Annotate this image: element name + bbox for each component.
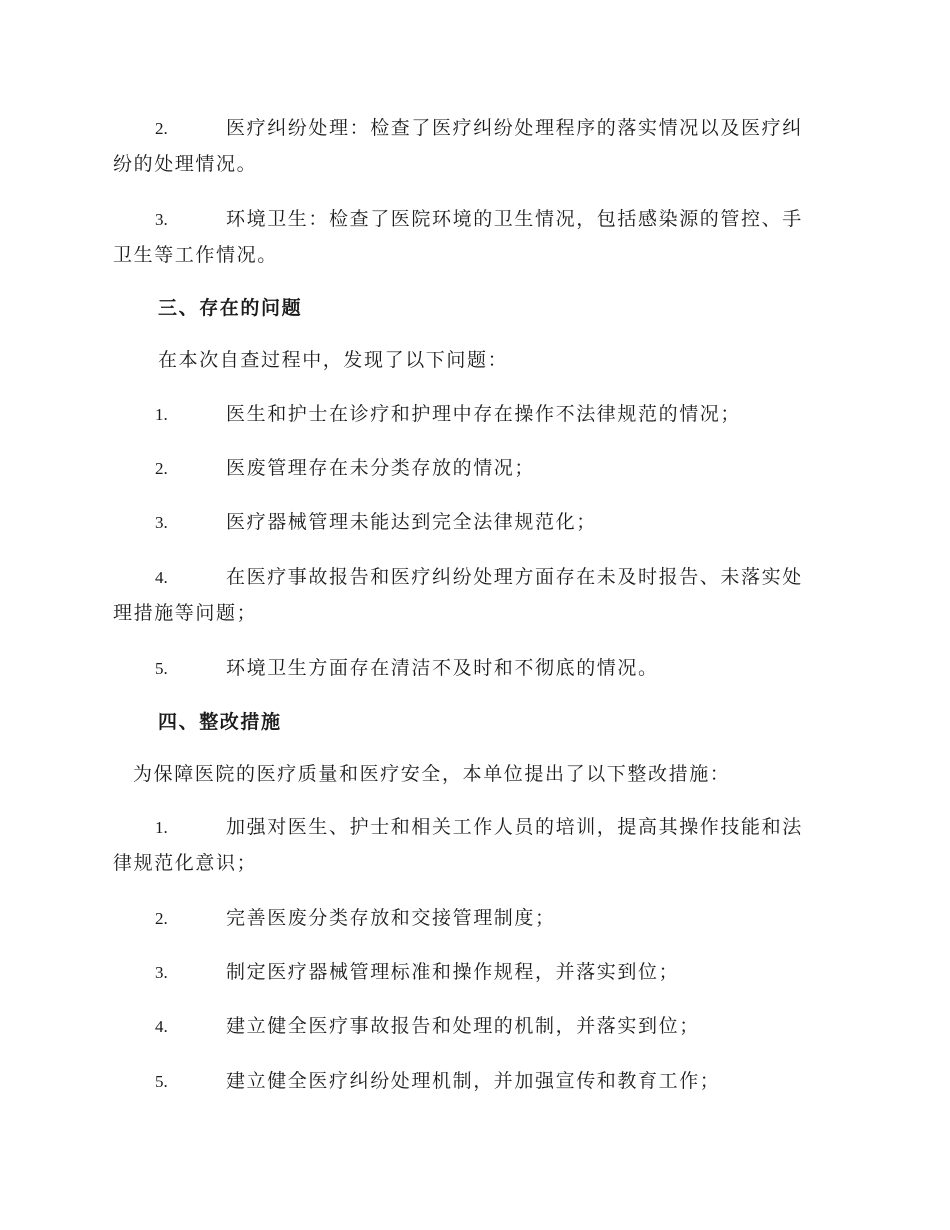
list-item-text: 医疗纠纷处理：检查了医疗纠纷处理程序的落实情况以及医疗纠 (226, 117, 803, 139)
section-intro: 为保障医院的医疗质量和医疗安全，本单位提出了以下整改措施： (133, 763, 731, 785)
section-heading: 四、整改措施 (158, 711, 282, 733)
list-item-text: 制定医疗器械管理标准和操作规程，并落实到位； (226, 961, 680, 983)
section-intro: 在本次自查过程中，发现了以下问题： (158, 349, 509, 371)
list-item-text-continued: 理措施等问题； (113, 602, 258, 624)
list-item-number: 5. (155, 659, 168, 678)
list-item-text: 医疗器械管理未能达到完全法律规范化； (226, 511, 597, 533)
list-item-number: 3. (155, 963, 168, 982)
list-item-text-continued: 卫生等工作情况。 (113, 244, 278, 266)
list-item-text: 环境卫生方面存在清洁不及时和不彻底的情况。 (226, 657, 659, 679)
list-item-number: 1. (155, 818, 168, 837)
list-item-text: 建立健全医疗事故报告和处理的机制，并落实到位； (226, 1015, 700, 1037)
list-item-text: 医废管理存在未分类存放的情况； (226, 457, 536, 479)
list-item-text: 加强对医生、护士和相关工作人员的培训，提高其操作技能和法 (226, 816, 803, 838)
list-item-number: 1. (155, 405, 168, 424)
list-item-number: 3. (155, 513, 168, 532)
list-item-number: 4. (155, 1017, 168, 1036)
list-item-number: 2. (155, 459, 168, 478)
list-item-text: 建立健全医疗纠纷处理机制，并加强宣传和教育工作； (226, 1070, 721, 1092)
list-item-text: 医生和护士在诊疗和护理中存在操作不法律规范的情况； (226, 403, 742, 425)
list-item-number: 4. (155, 568, 168, 587)
list-item-number: 2. (155, 119, 168, 138)
list-item-text: 在医疗事故报告和医疗纠纷处理方面存在未及时报告、未落实处 (226, 566, 803, 588)
list-item-text: 完善医废分类存放和交接管理制度； (226, 907, 556, 929)
list-item-text: 环境卫生：检查了医院环境的卫生情况，包括感染源的管控、手 (226, 208, 803, 230)
list-item-number: 5. (155, 1072, 168, 1091)
list-item-text-continued: 纷的处理情况。 (113, 153, 258, 175)
list-item-number: 2. (155, 909, 168, 928)
list-item-text-continued: 律规范化意识； (113, 852, 258, 874)
list-item-number: 3. (155, 210, 168, 229)
section-heading: 三、存在的问题 (158, 297, 303, 319)
